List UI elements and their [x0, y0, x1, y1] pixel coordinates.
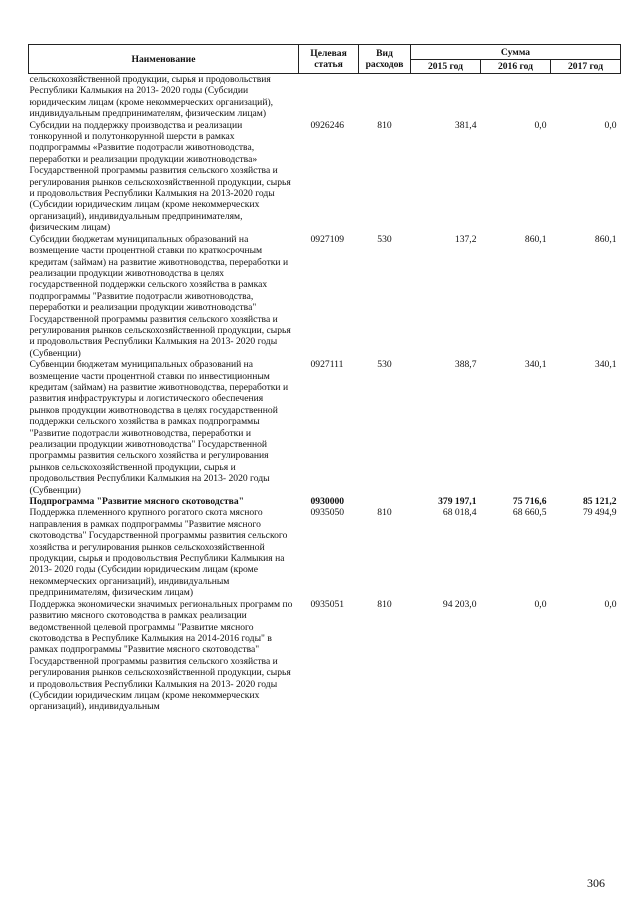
header-article: Целевая статья — [299, 45, 359, 74]
header-sum: Сумма — [411, 45, 621, 60]
table-row — [29, 507, 621, 598]
row-2017-cell: 85 121,2 — [582, 496, 617, 508]
page-number: 306 — [587, 876, 605, 890]
row-2016-cell — [481, 74, 551, 120]
row-2017-cell: 0,0 — [604, 598, 617, 610]
header-name: Наименование — [29, 45, 299, 74]
row-article-cell: 0935051 — [310, 598, 345, 610]
header-year-2015: 2015 год — [411, 60, 481, 74]
row-2016-cell: 0,0 — [534, 119, 547, 131]
row-article-cell: 0927111 — [310, 359, 344, 371]
row-2017-cell: 860,1 — [594, 233, 617, 245]
row-2017-cell — [551, 74, 621, 120]
row-article-cell: 0926246 — [310, 119, 345, 131]
table-body — [29, 74, 621, 713]
header-year-2017: 2017 год — [551, 60, 621, 74]
row-2017-cell: 0,0 — [604, 119, 617, 131]
row-name-cell: Поддержка экономически значимых региональных программ по развитию мясного скотоводства в рамках реализации ведомственной целевой программы "Развитие мясного скотоводства в Республике Калмыкия на 2014-2016 годы" в рамках подпрограммы "Развитие мясного скотоводства" Государственной программы развития сельского хозяйства и регулирования рынков сельскохозяйственной продукции, сырья и продовольствия Республики Калмыкия на 2013- 2020 годы (Субсидии юридическим лицам (кроме некоммерческих организаций), индивидуальным — [29, 598, 293, 713]
row-name-cell: Субвенции бюджетам муниципальных образований на возмещение части процентной ставки по инвестиционным кредитам (займам) на развитие животноводства, переработки и развития инфраструктуры и логистического обеспечения рынков продукции животноводства в целях государственной поддержки сельского хозяйства в рамках подпрограммы "Развитие подотрасли животноводства, переработки и реализации продукции животноводства" Государственной программы развития сельского хозяйства и регулирования рынков сельскохозяйственной продукции, сырья и продовольствия Республики Калмыкия на 2013- 2020 годы (Субвенции) — [29, 359, 289, 496]
header-year-2016: 2016 год — [481, 60, 551, 74]
row-name-cell: сельскохозяйственной продукции, сырья и продовольствия Республики Калмыкия на 2013- 2020 годы (Субсидии юридическим лицам (кроме некоммерческих организаций), индивидуальным предпринимателям, физическим лицам) — [29, 74, 274, 120]
row-expense-cell: 810 — [377, 507, 392, 519]
row-2016-cell: 75 716,6 — [512, 496, 547, 508]
row-2015-cell — [411, 74, 481, 120]
row-2016-cell: 340,1 — [524, 359, 547, 371]
row-expense-cell: 530 — [377, 233, 392, 245]
budget-table — [28, 44, 621, 713]
row-name-cell: Подпрограмма "Развитие мясного скотоводства" — [29, 496, 244, 508]
row-article-cell: 0927109 — [310, 233, 345, 245]
row-expense-cell: 810 — [377, 598, 392, 610]
row-2015-cell: 381,4 — [454, 119, 477, 131]
table-row — [29, 74, 621, 120]
row-2016-cell: 0,0 — [534, 598, 547, 610]
row-expense-cell: 810 — [377, 119, 392, 131]
row-name-cell: Поддержка племенного крупного рогатого скота мясного направления в рамках подпрограммы "Развитие мясного скотоводства" Государственной программы развития сельского хозяйства и регулирования рынков сельскохозяйственной продукции, сырья и продовольствия Республики Калмыкия на 2013- 2020 годы (Субсидии юридическим лицам (кроме некоммерческих организаций), индивидуальным предпринимателям, физическим лицам) — [29, 507, 288, 599]
table-row — [29, 234, 621, 359]
row-2015-cell: 68 018,4 — [442, 507, 477, 519]
row-2017-cell: 79 494,9 — [582, 507, 617, 519]
table-row — [29, 359, 621, 496]
row-expense-cell — [359, 74, 411, 120]
row-article-cell: 0930000 — [310, 496, 345, 508]
row-2016-cell: 68 660,5 — [512, 507, 547, 519]
budget-table-page — [28, 44, 620, 713]
table-header — [29, 45, 621, 74]
row-expense-cell — [359, 496, 411, 507]
table-row — [29, 496, 621, 507]
row-2015-cell: 137,2 — [454, 233, 477, 245]
table-row — [29, 599, 621, 713]
row-article-cell: 0935050 — [310, 507, 345, 519]
row-article-cell — [299, 74, 359, 120]
row-2015-cell: 388,7 — [454, 359, 477, 371]
table-row — [29, 120, 621, 234]
row-2016-cell: 860,1 — [524, 233, 547, 245]
row-2017-cell: 340,1 — [594, 359, 617, 371]
row-2015-cell: 94 203,0 — [442, 598, 477, 610]
row-expense-cell: 530 — [377, 359, 392, 371]
row-name-cell: Субсидии бюджетам муниципальных образований на возмещение части процентной ставки по краткосрочным кредитам (займам) на развитие животноводства, переработки и реализации продукции животноводства в целях государственной поддержки сельского хозяйства в рамках подпрограммы "Развитие подотрасли животноводства, переработки и реализации продукции животноводства" Государственной программы развития сельского хозяйства и регулирования рынков сельскохозяйственной продукции, сырья и продовольствия Республики Калмыкия на 2013- 2020 годы (Субвенции) — [29, 233, 291, 359]
row-2015-cell: 379 197,1 — [438, 496, 477, 508]
row-name-cell: Субсидии на поддержку производства и реализации тонкорунной и полутонкорунной шерсти в рамках подпрограммы «Развитие подотрасли животноводства, переработки и реализации продукции животноводства» Государственной программы развития сельского хозяйства и регулирования рынков сельскохозяйственной продукции, сырья и продовольствия Республики Калмыкия на 2013-2020 годы (Субсидии юридическим лицам (кроме некоммерческих организаций), индивидуальным предпринимателям, физическим лицам) — [29, 119, 291, 234]
header-expense: Вид расходов — [359, 45, 411, 74]
